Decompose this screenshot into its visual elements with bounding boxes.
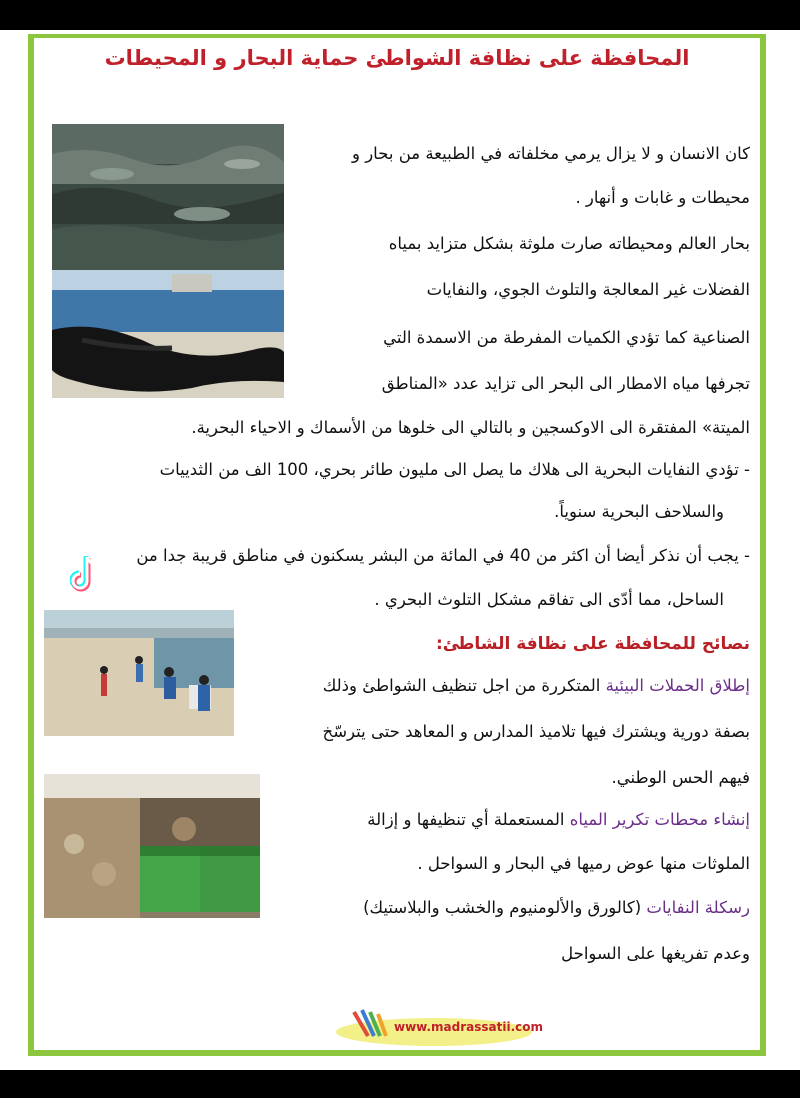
bottom-black-bar <box>0 1070 800 1098</box>
tip-1-highlight: إطلاق الحملات البيئية <box>605 676 750 695</box>
intro-line-3: بحار العالم ومحيطاته صارت ملوثة بشكل متزايد بمياه <box>388 234 750 253</box>
tip-2-line-1 <box>367 810 750 829</box>
logo-url-text: www.madrassatii.com <box>394 1020 544 1034</box>
bullet-2-line-1: - يجب أن نذكر أيضا أن اكثر من 40 في المائة من البشر يسكنون في مناطق قريبة جدا من <box>136 546 750 565</box>
intro-line-2: محيطات و غابات و أنهار . <box>575 188 750 207</box>
worksheet-page <box>28 34 766 1056</box>
bullet-1-line-1: - تؤدي النفايات البحرية الى هلاك ما يصل الى مليون طائر بحري، 100 الف من الثدييات <box>159 460 750 479</box>
tip-3-rest: (كالورق والألومنيوم والخشب والبلاستيك) <box>363 898 647 917</box>
tip-1-line-2: بصفة دورية ويشترك فيها تلاميذ المدارس و المعاهد حتى يترسّخ <box>322 722 750 741</box>
tip-3-highlight: رسكلة النفايات <box>646 898 750 917</box>
tip-3-line-2: وعدم تفريغها على السواحل <box>561 944 750 963</box>
polluted-sea-photo <box>52 124 284 270</box>
intro-line-1: كان الانسان و لا يزال يرمي مخلفاته في الطبيعة من بحار و <box>352 144 750 163</box>
tip-2-line-2: الملوثات منها عوض رميها في البحار و السواحل . <box>417 854 750 873</box>
intro-line-6: تجرفها مياه الامطار الى البحر الى تزايد عدد «المناطق <box>381 374 750 393</box>
tips-heading: نصائح للمحافظة على نظافة الشاطئ: <box>436 634 750 654</box>
bullet-1-line-2: والسلاحف البحرية سنوياً. <box>554 502 724 521</box>
music-note-watermark-icon <box>70 554 100 594</box>
tip-1-rest: المتكررة من اجل تنظيف الشواطئ وذلك <box>322 676 606 695</box>
beach-cleanup-photo <box>44 610 234 736</box>
intro-line-5: الصناعية كما تؤدي الكميات المفرطة من الاسمدة التي <box>383 328 750 347</box>
tip-2-highlight: إنشاء محطات تكرير المياه <box>569 810 750 829</box>
tip-1-line-1 <box>323 676 750 695</box>
recycling-bins-photo <box>44 774 260 918</box>
oil-spill-beach-photo <box>52 270 284 398</box>
bullet-2-line-2: الساحل، مما أدّى الى تفاقم مشكل التلوث البحري . <box>374 590 724 609</box>
tip-3-line-1 <box>363 898 750 917</box>
intro-line-4: الفضلات غير المعالجة والتلوث الجوي، والنفايات <box>426 280 750 299</box>
tip-1-line-3: فيهم الحس الوطني. <box>611 768 750 787</box>
screen <box>0 30 800 1070</box>
page-title: المحافظة على نظافة الشواطئ حماية البحار و المحيطات <box>104 46 690 70</box>
intro-line-7: الميتة» المفتقرة الى الاوكسجين و بالتالي الى خلوها من الأسماك و الاحياء البحرية. <box>191 418 750 437</box>
tip-2-rest: المستعملة أي تنظيفها و إزالة <box>367 810 570 829</box>
site-logo <box>324 1006 544 1050</box>
